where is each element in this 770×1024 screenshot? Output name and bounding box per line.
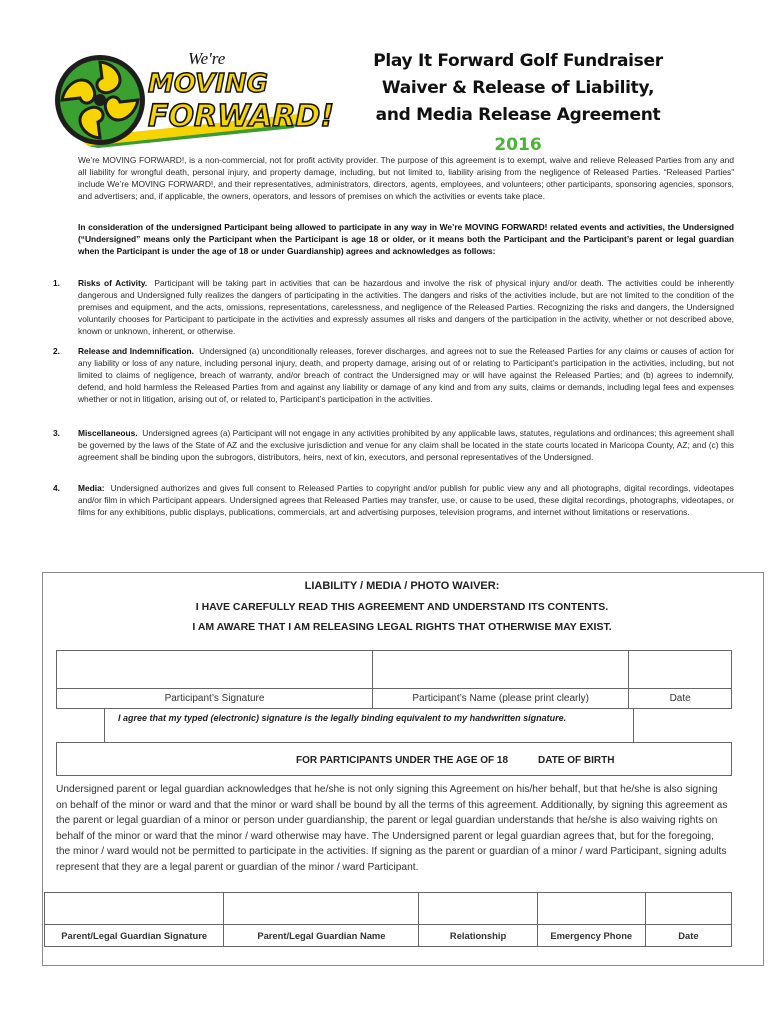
- consideration-paragraph: In consideration of the undersigned Participant being allowed to participate in any way in We’re MOVING FORWARD! related events and activities, the Undersigned (“Undersigned” means only the Participant when the Participant is age 18 or older, or it means both the Participant and the Participant’s parent or legal guardian when the Participant is under the age of 18 or under Guardianship) agrees and acknowledges as follows:: [78, 222, 734, 256]
- under18-label: FOR PARTICIPANTS UNDER THE AGE OF 18: [296, 755, 509, 766]
- participant-name-label: Participant’s Name (please print clearly): [373, 689, 629, 709]
- guardian-paragraph: Undersigned parent or legal guardian acknowledges that he/she is not only signing this Agreement on his/her behalf, but that he/she is also signing on behalf of the minor or ward and that the minor or ward shall be bound by all the terms of this agreement. Additionally, by signing this agreement as the parent or legal guardian of a minor or person under guardianship, the parent or legal guardian understands that he/she is also waiving rights on behalf of the minor or ward that the minor / ward otherwise may have. The Undersigned parent or legal guardian agrees that, but for the foregoing, the minor / ward would not be permitted to participate in the activities. If signing as the parent or guardian of a minor / ward Participant, signing adults represent that they are a legal parent or guardian of the minor / ward Participant.: [56, 784, 728, 873]
- guardian-signature-table: [44, 892, 732, 947]
- participant-date-label: Date: [629, 689, 732, 709]
- section-risks: [78, 278, 734, 338]
- guardian-name-label: Parent/Legal Guardian Name: [224, 925, 419, 947]
- intro-paragraph: We’re MOVING FORWARD!, is a non-commercial, not for profit activity provider. The purpose of this agreement is to exempt, waive and relieve Released Parties from any and all liability for wrongful death, personal injury, and property damage, including, but not limited to, liability arising from the negligence of Released Parties. “Released Parties” include We’re MOVING FORWARD!, and their representatives, administrators, directors, agents, employees, and volunteers; other participants, sponsoring agencies, sponsors, and advertisers; and, if applicable, the owners, operators, and lessors of premises on which the activities or events take place.: [78, 155, 734, 201]
- guardian-signature-field[interactable]: [45, 893, 224, 925]
- participant-signature-label: Participant’s Signature: [57, 689, 373, 709]
- section-heading: Release and Indemnification.: [78, 346, 194, 356]
- section-heading: Miscellaneous.: [78, 428, 138, 438]
- guardian-date-field[interactable]: [645, 893, 731, 925]
- waiver-line2: I AM AWARE THAT I AM RELEASING LEGAL RIGHTS THAT OTHERWISE MAY EXIST.: [192, 621, 612, 633]
- dob-label: DATE OF BIRTH: [538, 755, 615, 766]
- logo-line1: MOVING: [148, 69, 268, 99]
- participant-signature-field[interactable]: [57, 651, 373, 689]
- section-number: 2.: [53, 346, 60, 356]
- guardian-signature-label: Parent/Legal Guardian Signature: [45, 925, 224, 947]
- participant-date-field[interactable]: [629, 651, 732, 689]
- logo-small-text: We're: [188, 49, 226, 68]
- typed-signature-note: I agree that my typed (electronic) signature is the legally binding equivalent to my handwritten signature.: [118, 713, 567, 723]
- section-text: Participant will be taking part in activities that can be hazardous and involve the risk of physical injury and/or death. The activities could be inherently dangerous and Undersigned fully realizes the dangers of participating in the activities. The dangers and risks of the activities include, but are not limited to the condition of the premises and equipment, and the acts, omissions, representations, carelessness, and negligence of the Released Parties. Recognizing the risks and dangers, the Undersigned voluntarily chooses for Participant to participate in the activities and expressly assumes all risks and dangers of the participation in the activity, whether or not described above, known or unknown, inherent, or otherwise.: [78, 278, 734, 336]
- waiver-line1: I HAVE CAREFULLY READ THIS AGREEMENT AND UNDERSTAND ITS CONTENTS.: [195, 601, 609, 613]
- emergency-phone-label: Emergency Phone: [537, 925, 645, 947]
- title-line1: Play It Forward Golf Fundraiser: [373, 51, 663, 71]
- section-text: Undersigned (a) unconditionally releases, forever discharges, and agrees not to sue the Released Parties for any claims or causes of action for any liability or loss of any nature, including personal injury, death, and property damage, arising out of or relating to Participant’s participation in the activities, including, but not limited to claims of negligence, breach of warranty, and/or breach of contract the Undersigned may or will have against the Released Parties; and (b) agrees to indemnify, defend, and hold harmless the Released Parties from and against any liability or damage of any kind and from any suits, claims or demands, including legal fees and expenses whether or not in litigation, arising out of, or related to, Participant’s participation in the activities.: [78, 346, 735, 404]
- title-block: [340, 48, 696, 159]
- section-media: [78, 483, 734, 519]
- section-number: 4.: [53, 483, 60, 493]
- logo: [48, 42, 335, 154]
- section-heading: Media:: [78, 483, 105, 493]
- title-line2: Waiver & Release of Liability,: [381, 78, 655, 98]
- participant-signature-table: [56, 650, 732, 709]
- section-misc: [78, 428, 734, 464]
- section-number: 3.: [53, 428, 60, 438]
- participant-name-field[interactable]: [373, 651, 629, 689]
- section-text: Undersigned authorizes and gives full consent to Released Parties to copyright and/or publish for public view any and all photographs, digital recordings, videotapes and/or film in which Participant appears. Undersigned agrees that Released Parties may transfer, use, or cause to be used, these digital recordings, photographs, videotapes, or films for any exhibitions, public displays, publications, commercials, art and advertising purposes, television programs, and internet without limitations or reservations.: [78, 483, 734, 517]
- logo-line2: FORWARD!: [148, 99, 335, 134]
- relationship-label: Relationship: [419, 925, 537, 947]
- section-release: [78, 346, 734, 406]
- waiver-title: LIABILITY / MEDIA / PHOTO WAIVER:: [304, 580, 500, 592]
- section-text: Undersigned agrees (a) Participant will not engage in any activities prohibited by any applicable laws, statutes, regulations and ordinances; this agreement shall be governed by the laws of the State of AZ and the exclusive jurisdiction and venue for any claim shall be located in the state courts located in Maricopa County, AZ; and (c) this agreement shall be binding upon the subrogors, distributors, heirs, next of kin, executors, and personal representatives of the Undersigned.: [78, 428, 734, 462]
- title-line3: and Media Release Agreement: [375, 105, 661, 125]
- guardian-date-label: Date: [645, 925, 731, 947]
- section-heading: Risks of Activity.: [78, 278, 148, 288]
- emergency-phone-field[interactable]: [537, 893, 645, 925]
- title-year: 2016: [494, 135, 542, 155]
- relationship-field[interactable]: [419, 893, 537, 925]
- guardian-name-field[interactable]: [224, 893, 419, 925]
- section-number: 1.: [53, 278, 60, 288]
